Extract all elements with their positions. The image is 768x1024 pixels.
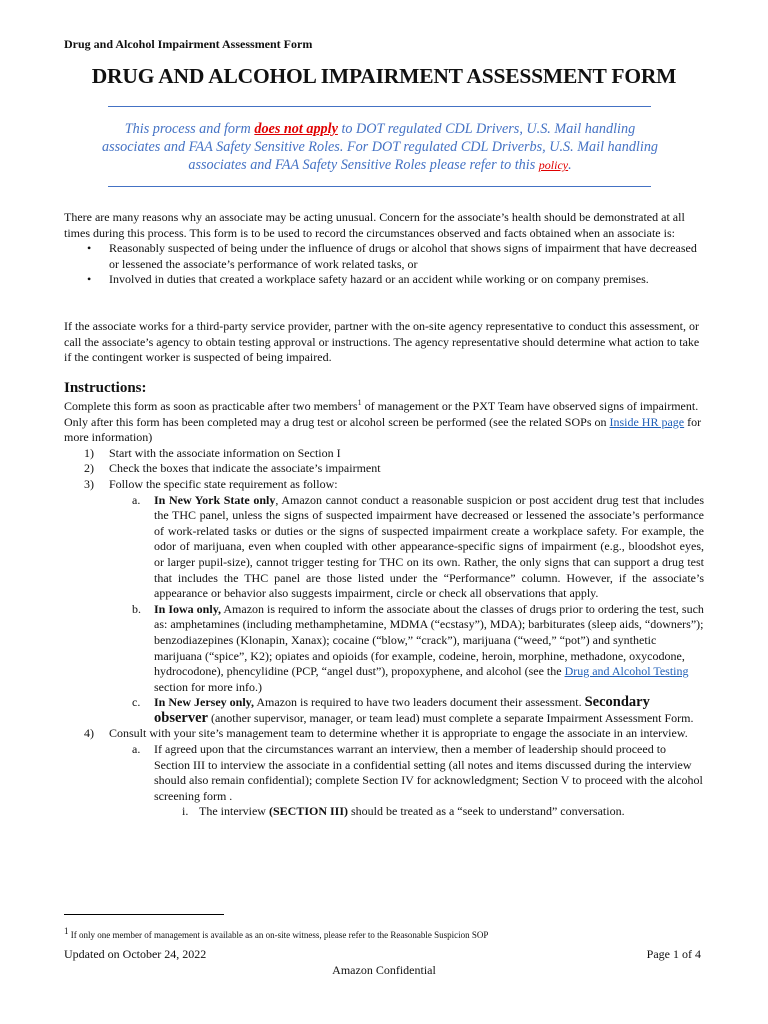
instructions-heading: Instructions: [64,380,147,396]
running-head: Drug and Alcohol Impairment Assessment Form [64,37,313,51]
instructions-lead: Complete this form as soon as practicable after two members$^1$ of management or the PXT Team have observed signs of impairment. Only after this form has been completed may a drug test or alcohol screen be performed (see the related SOPs on Inside HR page for more information) [64,398,702,445]
secondary-observer-emphasis: Secondary observer [154,694,650,726]
does-not-apply-emphasis: does not apply [254,121,338,137]
top-rule [108,106,651,107]
step-4a: a. If agreed upon that the circumstances warrant an interview, then a member of leadership should proceed to Section III to interview the associate in a confidential setting (all notes and items discussed during the interview should also remain confidential); complete Section IV for acknowledgment; Section V to proceed with the alcohol screening form . [132,742,703,803]
state-new-jersey: c. In New Jersey only, Amazon is required to have two leaders document their assessment. Secondary observer (another supervisor, manager, or team lead) must complete a separate Impairment Assessment Form. [132,694,694,726]
intro-section [64,210,704,288]
impairment-criteria-list [64,241,704,288]
third-party-paragraph: If the associate works for a third-party service provider, partner with the on-site agency representative to conduct this assessment, or call the associate’s agency to obtain testing approval or instructions. The agency representative should determine what action to take if the contingent worker is suspected of being impaired. [64,319,700,365]
drug-alcohol-testing-link[interactable]: Drug and Alcohol Testing [564,664,689,679]
step-2: 2) Check the boxes that indicate the associate’s impairment [84,461,381,476]
step-4: 4) Consult with your site’s management team to determine whether it is appropriate to engage the associate in an interview. [84,726,688,741]
state-new-york: a. In New York State only, Amazon cannot conduct a reasonable suspicion or post accident drug test that includes the THC panel, unless the signs of suspected impairment have decreased or lessened the associate’s performance of work-related tasks or duties or the signs of suspected impairment create a workplace safety. For example, the odor of marijuana, even when coupled with other appearance-specific signs of impairment (e.g., bloodshot eyes, or larger pupil-size), cannot trigger testing for THC on its own. Rather, the only signs that can support a drug test that includes the THC panel are those listed under the “Performance” column. However, if the associate’s appearance or behavior also suggests impairment, circle or check all observations that apply. [132,492,704,601]
intro-paragraph: There are many reasons why an associate may be acting unusual. Concern for the associate’s health should be demonstrated at all times during this process. This form is to be used to record the circumstances observed and facts obtained when an associate is: [64,210,685,240]
inside-hr-link[interactable]: Inside HR page [609,414,685,429]
instructions-section [64,399,704,820]
confidential-label: Amazon Confidential [332,963,436,977]
bottom-rule [108,186,651,187]
page-number: Page 1 of 4 [646,947,701,961]
updated-date: Updated on October 24, 2022 [64,947,207,961]
page-title: DRUG AND ALCOHOL IMPAIRMENT ASSESSMENT FORM [91,64,677,88]
policy-link[interactable]: policy [538,158,569,172]
list-item: • Reasonably suspected of being under the influence of drugs or alcohol that shows signs of impairment that have decreased or lessened the associate’s performance of work related tasks, or [109,241,704,272]
footnote: $^1$ If only one member of management is available as an on-site witness, please refer to the Reasonable Suspicion SOP [64,926,489,940]
exclusion-notice: This process and form does not apply to DOT regulated CDL Drivers, U.S. Mail handling associates and FAA Safety Sensitive Roles. For DOT regulated CDL Driverbs, U.S. Mail handling associates and FAA Safety Sensitive Roles please refer to this policy. [101,121,659,173]
step-3: 3) Follow the specific state requirement as follow: [84,476,338,491]
state-iowa: b. In Iowa only, Amazon is required to inform the associate about the classes of drugs prior to ordering the test, such as: amphetamines (including methamphetamine, MDMA (“ecstasy”), MDA); barbiturates (sleep aids, “downers”); benzodiazepines (Klonapin, Xanax); cocaine (“blow,” “crack”), marijuana (“weed,” “pot”) and synthetic marijuana (“spice”, K2); opiates and opioids (for example, codeine, heroin, morphine, methadone, oxycodone, hydrocodone), phencylidine (PCP, “angel dust”), propoxyphene, and alcohol (see the Drug and Alcohol Testing section for more info.) [132,601,704,694]
footnote-separator [64,914,224,915]
step-4a-i: i. The interview (SECTION III) should be treated as a “seek to understand” conversation. [182,804,625,819]
list-item: • Involved in duties that created a workplace safety hazard or an accident while working or on company premises. [109,272,704,288]
footnote-ref[interactable]: 1 [357,398,362,407]
step-1: 1) Start with the associate information on Section I [84,445,341,460]
